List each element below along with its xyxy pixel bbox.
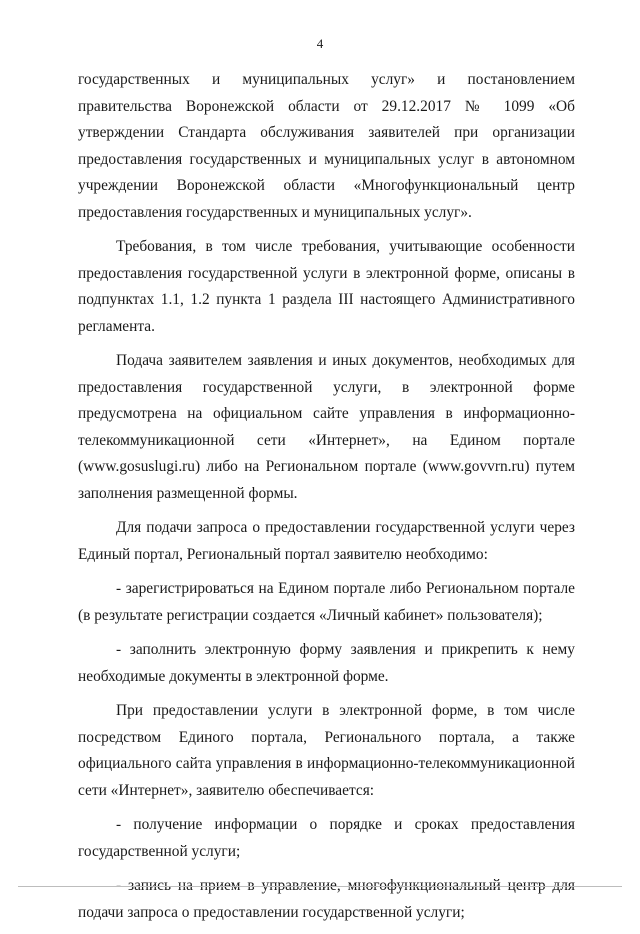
list-item-appointment: - запись на прием в управление, многофункциональный центр для подачи запроса о предоставлении государственной услуги; bbox=[78, 877, 575, 921]
paragraph-standard-reference: государственных и муниципальных услуг» и постановлением правительства Воронежской области от 29.12.2017 № 1099 «Об утверждении Стандарта обслуживания заявителей при организации предоставления государственных и муниципальных услуг в автономном учреждении Воронежской области «Многофункциональный центр предоставления государственных и муниципальных услуг». bbox=[78, 71, 575, 221]
page-number: 4 bbox=[316, 36, 324, 51]
paragraph-electronic-provision: При предоставлении услуги в электронной форме, в том числе посредством Единого портала, Регионального портала, а также официального сайта управления в информационно-телекоммуникационной сети «Интернет», заявителю обеспечивается: bbox=[78, 702, 575, 799]
document-body bbox=[78, 67, 575, 934]
page-bottom-rule bbox=[18, 886, 622, 887]
list-item-get-information: - получение информации о порядке и сроках предоставления государственной услуги; bbox=[78, 816, 575, 860]
list-item-register: - зарегистрироваться на Едином портале либо Региональном портале (в результате регистрации создается «Личный кабинет» пользователя); bbox=[78, 580, 575, 624]
paragraph-portal-request-intro: Для подачи запроса о предоставлении государственной услуги через Единый портал, Региональный портал заявителю необходимо: bbox=[78, 519, 575, 563]
list-item-fill-form: - заполнить электронную форму заявления и прикрепить к нему необходимые документы в электронной форме. bbox=[78, 641, 575, 685]
paragraph-electronic-requirements: Требования, в том числе требования, учитывающие особенности предоставления государственной услуги в электронной форме, описаны в подпунктах 1.1, 1.2 пункта 1 раздела III настоящего Административного регламента. bbox=[78, 238, 575, 335]
paragraph-electronic-submission: Подача заявителем заявления и иных документов, необходимых для предоставления государственной услуги, в электронной форме предусмотрена на официальном сайте управления в информационно-телекоммуникационной сети «Интернет», на Едином портале (www.gosuslugi.ru) либо на Региональном портале (www.govvrn.ru) путем заполнения размещенной формы. bbox=[78, 352, 575, 502]
